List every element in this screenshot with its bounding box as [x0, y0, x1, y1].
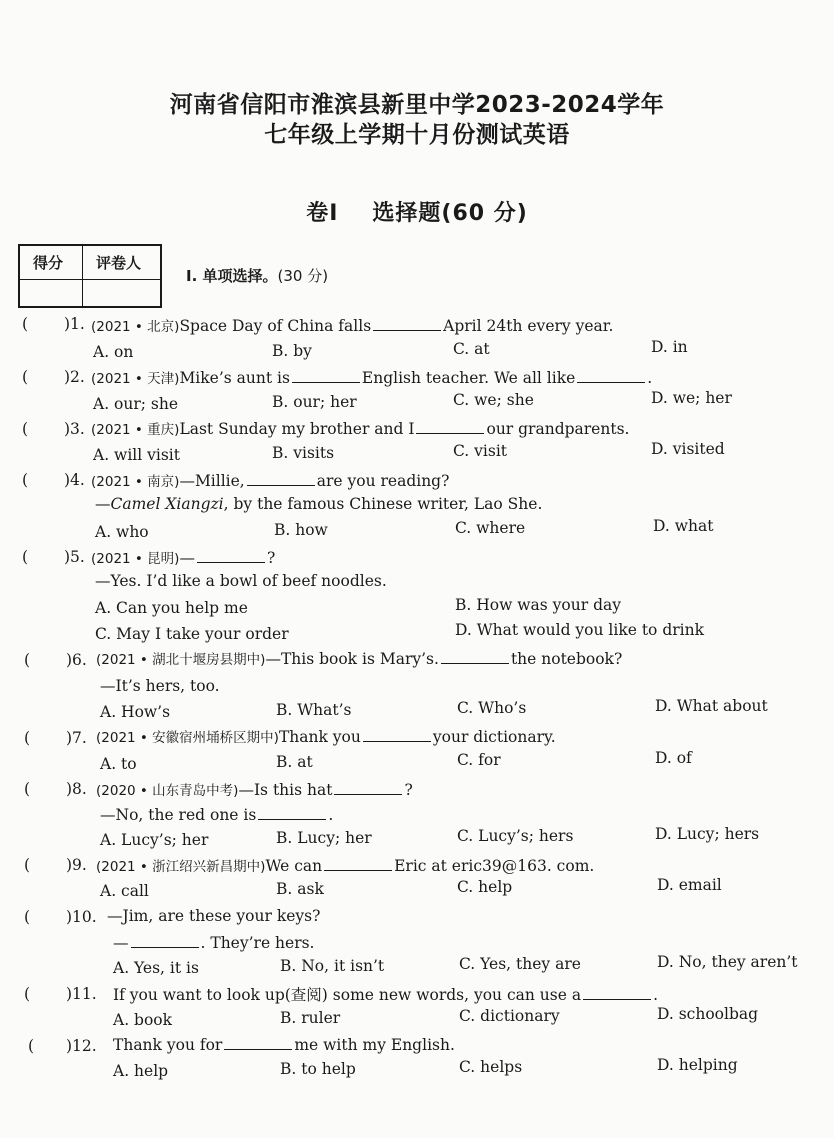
option-d: D. visited [651, 440, 725, 458]
question-stem: (2021 • 南京)—Millie, are you reading? [91, 472, 450, 490]
question-stem: If you want to look up(查阅) some new words, you can use a . [113, 986, 659, 1004]
question-stem: —Jim, are these your keys? [107, 907, 321, 925]
option-d: D. Lucy; hers [655, 825, 760, 843]
answer-blank[interactable] [334, 780, 402, 795]
part-label: Ⅰ. 单项选择。 [186, 267, 278, 285]
option-d: D. What would you like to drink [455, 621, 704, 639]
question-number: )11. [66, 985, 97, 1003]
answer-blank[interactable] [441, 649, 509, 664]
option-d: D. helping [657, 1056, 738, 1074]
option-c: C. May I take your order [95, 625, 289, 643]
question-number: )6. [66, 651, 87, 669]
option-c: C. we; she [453, 391, 534, 409]
option-c: C. Lucy’s; hers [457, 827, 574, 845]
question-reply: —Camel Xiangzi, by the famous Chinese writer, Lao She. [95, 495, 543, 513]
option-d: D. we; her [651, 389, 732, 407]
answer-blank[interactable] [131, 933, 199, 948]
answer-blank[interactable] [363, 727, 431, 742]
answer-blank[interactable] [416, 419, 484, 434]
option-b: B. No, it isn’t [280, 957, 385, 975]
option-b: B. What’s [276, 701, 352, 719]
option-c: C. at [453, 340, 490, 358]
answer-blank[interactable] [224, 1035, 292, 1050]
option-b: B. visits [272, 444, 335, 462]
section-title: 选择题(60 分) [372, 201, 528, 226]
option-a: A. Yes, it is [113, 959, 199, 977]
option-a: A. will visit [93, 446, 180, 464]
option-b: B. our; her [272, 393, 357, 411]
option-d: D. of [655, 749, 692, 767]
question-number: )1. [64, 315, 85, 333]
option-b: B. to help [280, 1060, 356, 1078]
option-c: C. Yes, they are [459, 955, 581, 973]
option-d: D. No, they aren’t [657, 953, 798, 971]
part-points: (30 分) [277, 267, 329, 285]
option-c: C. help [457, 878, 513, 896]
question-number: )7. [66, 729, 87, 747]
answer-blank[interactable] [197, 548, 265, 563]
question-number: )12. [66, 1037, 97, 1055]
option-c: C. helps [459, 1058, 523, 1076]
option-b: B. ruler [280, 1009, 341, 1027]
option-b: B. ask [276, 880, 324, 898]
document-title-line1: 河南省信阳市淮滨县新里中学2023-2024学年 [169, 92, 665, 118]
option-c: C. dictionary [459, 1007, 560, 1025]
answer-blank[interactable] [247, 471, 315, 486]
option-b: B. How was your day [455, 596, 622, 614]
question-stem: (2020 • 山东青岛中考)—Is this hat ? [96, 781, 413, 799]
option-c: C. Who’s [457, 699, 527, 717]
option-a: A. on [93, 343, 134, 361]
question-stem: (2021 • 重庆)Last Sunday my brother and I our grandparents. [91, 420, 630, 438]
section-label: 卷Ⅰ [306, 201, 339, 226]
option-a: A. call [100, 882, 149, 900]
question-reply: —No, the red one is . [100, 806, 334, 824]
question-stem: (2021 • 安徽宿州埇桥区期中)Thank you your dictionary. [96, 728, 556, 746]
option-a: A. help [113, 1062, 169, 1080]
question-number: )3. [64, 420, 85, 438]
answer-blank[interactable] [373, 316, 441, 331]
option-a: A. Can you help me [95, 599, 248, 617]
answer-blank[interactable] [577, 368, 645, 383]
part-heading [186, 265, 328, 286]
section-heading [0, 196, 834, 227]
option-d: D. email [657, 876, 722, 894]
question-reply: —It’s hers, too. [100, 677, 220, 695]
question-stem: Thank you for me with my English. [113, 1036, 455, 1054]
question-number: )8. [66, 780, 87, 798]
question-number: )4. [64, 471, 85, 489]
option-c: C. visit [453, 442, 508, 460]
question-stem: (2021 • 昆明)— ? [91, 549, 276, 567]
option-a: A. our; she [93, 395, 179, 413]
option-a: A. How’s [100, 703, 171, 721]
question-stem: (2021 • 湖北十堰房县期中)—This book is Mary’s. the notebook? [96, 650, 623, 668]
document-title-line2: 七年级上学期十月份测试英语 [264, 122, 570, 148]
score-header: 得分 [33, 254, 64, 272]
question-number: )9. [66, 856, 87, 874]
option-d: D. what [653, 517, 714, 535]
answer-blank[interactable] [324, 856, 392, 871]
answer-blank[interactable] [258, 805, 326, 820]
option-c: C. where [455, 519, 526, 537]
option-b: B. how [274, 521, 328, 539]
answer-blank[interactable] [583, 985, 651, 1000]
question-reply: —Yes. I’d like a bowl of beef noodles. [95, 572, 387, 590]
option-d: D. schoolbag [657, 1005, 759, 1023]
option-d: D. What about [655, 697, 768, 715]
score-table [18, 244, 162, 308]
answer-blank[interactable] [292, 368, 360, 383]
option-a: A. who [95, 523, 149, 541]
option-c: C. for [457, 751, 501, 769]
question-number: )5. [64, 548, 85, 566]
option-a: A. to [100, 755, 137, 773]
question-stem: (2021 • 天津)Mike’s aunt is English teacher. We all like . [91, 369, 653, 387]
option-b: B. at [276, 753, 313, 771]
grader-header: 评卷人 [96, 254, 142, 272]
option-b: B. Lucy; her [276, 829, 372, 847]
question-number: )10. [66, 908, 97, 926]
option-a: A. book [113, 1011, 173, 1029]
option-b: B. by [272, 342, 312, 360]
question-number: )2. [64, 368, 85, 386]
question-stem: (2021 • 北京)Space Day of China falls April 24th every year. [91, 317, 614, 335]
question-stem: (2021 • 浙江绍兴新昌期中)We can Eric at eric39@163. com. [96, 857, 595, 875]
option-a: A. Lucy’s; her [100, 831, 209, 849]
question-reply: — . They’re hers. [113, 934, 315, 952]
option-d: D. in [651, 338, 688, 356]
